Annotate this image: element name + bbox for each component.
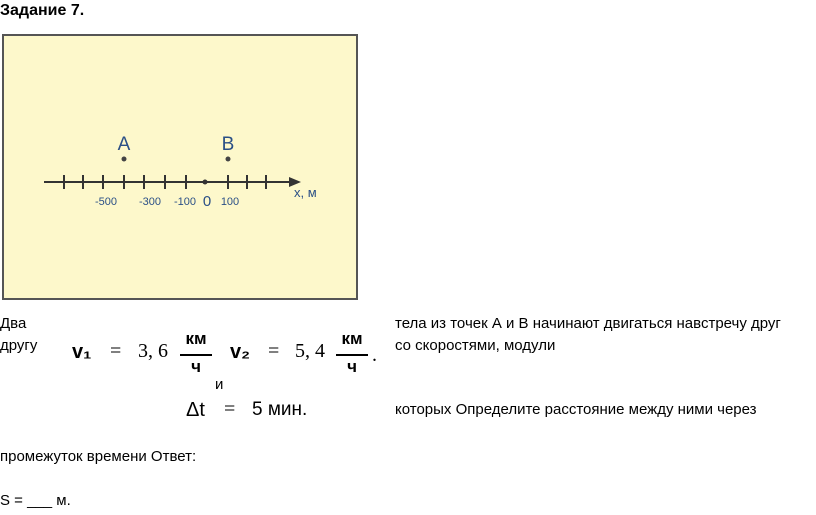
v2-value: 5, 4 xyxy=(295,340,325,362)
v2-label: v₂ xyxy=(230,341,251,363)
axis-label: x, м xyxy=(294,185,317,200)
v2-fraction-bar xyxy=(336,354,368,356)
dt-value: 5 мин. xyxy=(252,399,308,420)
tick-label-zero: 0 xyxy=(202,193,212,210)
v2-unit-num: км xyxy=(341,329,363,348)
problem-line-3: которых Определите расстояние между ними через xyxy=(395,401,757,418)
dt-equals: = xyxy=(224,398,236,420)
word-two: Два xyxy=(0,315,27,332)
number-line-diagram xyxy=(4,36,360,302)
point-b-label: B xyxy=(221,134,235,155)
v2-equals: = xyxy=(268,340,280,362)
tick-label-100: 100 xyxy=(220,196,240,208)
v1-fraction-bar xyxy=(180,354,212,356)
tick-label-minus500: -500 xyxy=(94,196,118,208)
task-title: Задание 7. xyxy=(0,2,85,19)
problem-line-2: со скоростями, модули xyxy=(395,337,556,354)
number-line-figure xyxy=(2,34,358,300)
tick-label-minus300: -300 xyxy=(138,196,162,208)
tick-label-minus100: -100 xyxy=(173,196,197,208)
point-a-dot xyxy=(122,157,127,162)
dt-label: Δt xyxy=(186,399,205,421)
v1-unit-num: км xyxy=(185,329,207,348)
and-word: и xyxy=(215,376,224,393)
answer-line: S = ___ м. xyxy=(0,492,71,509)
problem-line-1: тела из точек А и В начинают двигаться навстречу друг xyxy=(395,315,781,332)
origin-dot xyxy=(203,180,208,185)
word-friend: другу xyxy=(0,337,38,354)
v1-value: 3, 6 xyxy=(138,340,168,362)
v1-unit-den: ч xyxy=(191,357,201,376)
v1-label: v₁ xyxy=(72,341,92,363)
point-a-label: A xyxy=(117,134,131,155)
problem-line-4: промежуток времени Ответ: xyxy=(0,448,197,465)
point-b-dot xyxy=(226,157,231,162)
v1-equals: = xyxy=(110,340,122,362)
formula-period: . xyxy=(372,344,377,366)
v2-unit-den: ч xyxy=(347,357,357,376)
